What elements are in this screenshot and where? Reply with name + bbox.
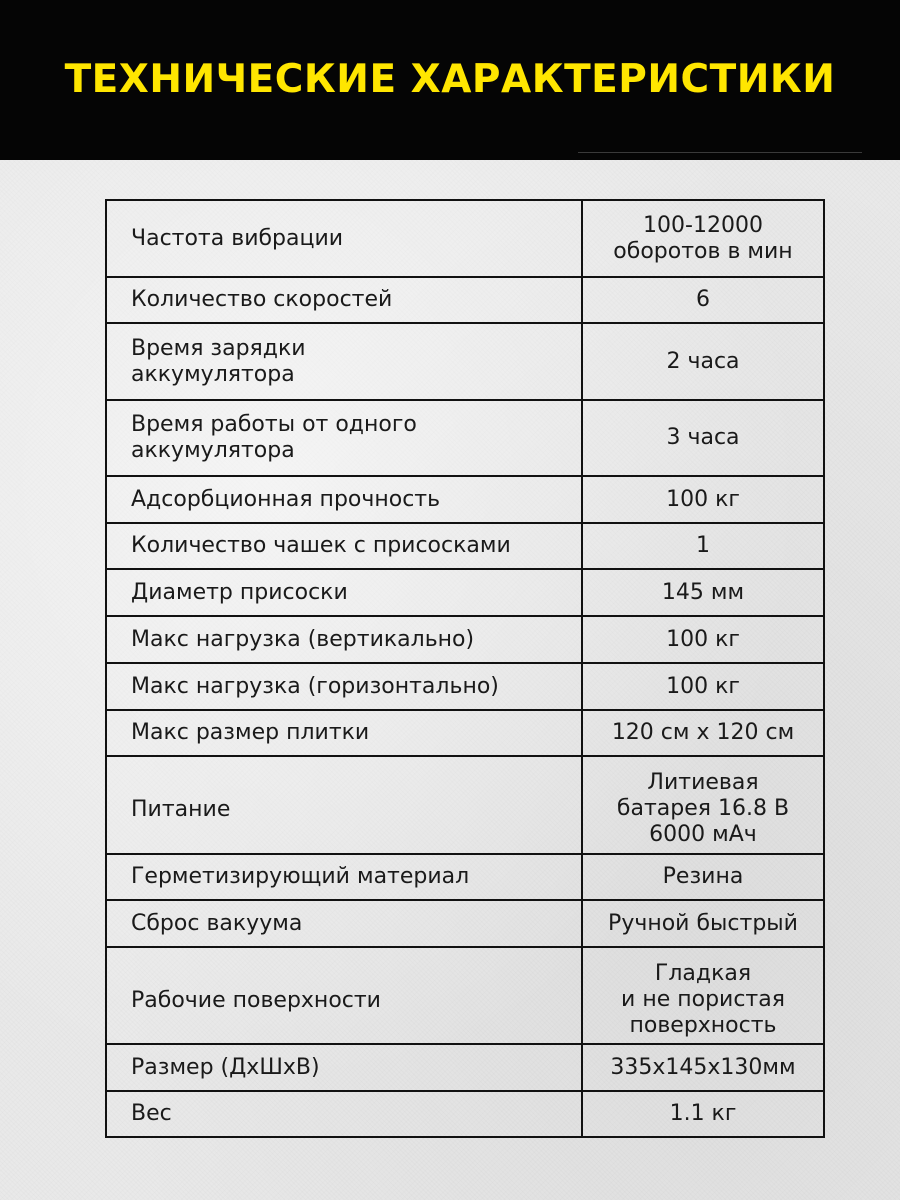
spec-label: Макс нагрузка (вертикально) <box>106 616 582 663</box>
spec-label: Количество чашек с присосками <box>106 523 582 569</box>
spec-value: 6 <box>582 277 824 323</box>
spec-label: Герметизирующий материал <box>106 854 582 900</box>
spec-value: 100 кг <box>582 476 824 523</box>
spec-label: Адсорбционная прочность <box>106 476 582 523</box>
spec-label: Макс размер плитки <box>106 710 582 756</box>
header-banner <box>0 0 900 160</box>
table-row <box>106 854 824 900</box>
table-row <box>106 277 824 323</box>
spec-value: Литиевая батарея 16.8 В 6000 мАч <box>582 756 824 854</box>
spec-value: Гладкая и не пористая поверхность <box>582 947 824 1044</box>
table-row <box>106 900 824 947</box>
header-divider <box>578 152 862 153</box>
table-row <box>106 663 824 710</box>
spec-value: 1 <box>582 523 824 569</box>
table-row <box>106 476 824 523</box>
table-row <box>106 1091 824 1137</box>
spec-value: 1.1 кг <box>582 1091 824 1137</box>
spec-label: Макс нагрузка (горизонтально) <box>106 663 582 710</box>
specs-table <box>105 199 825 1138</box>
table-row <box>106 569 824 616</box>
spec-value: Резина <box>582 854 824 900</box>
table-row <box>106 710 824 756</box>
table-row <box>106 523 824 569</box>
spec-label: Частота вибрации <box>106 200 582 277</box>
table-row <box>106 400 824 476</box>
spec-label: Размер (ДхШхВ) <box>106 1044 582 1091</box>
spec-value: 120 см х 120 см <box>582 710 824 756</box>
table-row <box>106 1044 824 1091</box>
spec-label: Количество скоростей <box>106 277 582 323</box>
page-title: ТЕХНИЧЕСКИЕ ХАРАКТЕРИСТИКИ <box>64 57 836 102</box>
table-row <box>106 616 824 663</box>
spec-value: 100 кг <box>582 663 824 710</box>
spec-value: 100-12000 оборотов в мин <box>582 200 824 277</box>
table-row <box>106 200 824 277</box>
spec-label: Питание <box>106 756 582 854</box>
table-row <box>106 323 824 400</box>
spec-value: 2 часа <box>582 323 824 400</box>
spec-value: 335х145х130мм <box>582 1044 824 1091</box>
spec-label: Рабочие поверхности <box>106 947 582 1044</box>
spec-value: 145 мм <box>582 569 824 616</box>
spec-label: Сброс вакуума <box>106 900 582 947</box>
spec-label: Время зарядки аккумулятора <box>106 323 582 400</box>
table-row <box>106 756 824 854</box>
spec-value: Ручной быстрый <box>582 900 824 947</box>
spec-label: Вес <box>106 1091 582 1137</box>
table-row <box>106 947 824 1044</box>
spec-value: 3 часа <box>582 400 824 476</box>
spec-label: Время работы от одного аккумулятора <box>106 400 582 476</box>
spec-label: Диаметр присоски <box>106 569 582 616</box>
spec-value: 100 кг <box>582 616 824 663</box>
